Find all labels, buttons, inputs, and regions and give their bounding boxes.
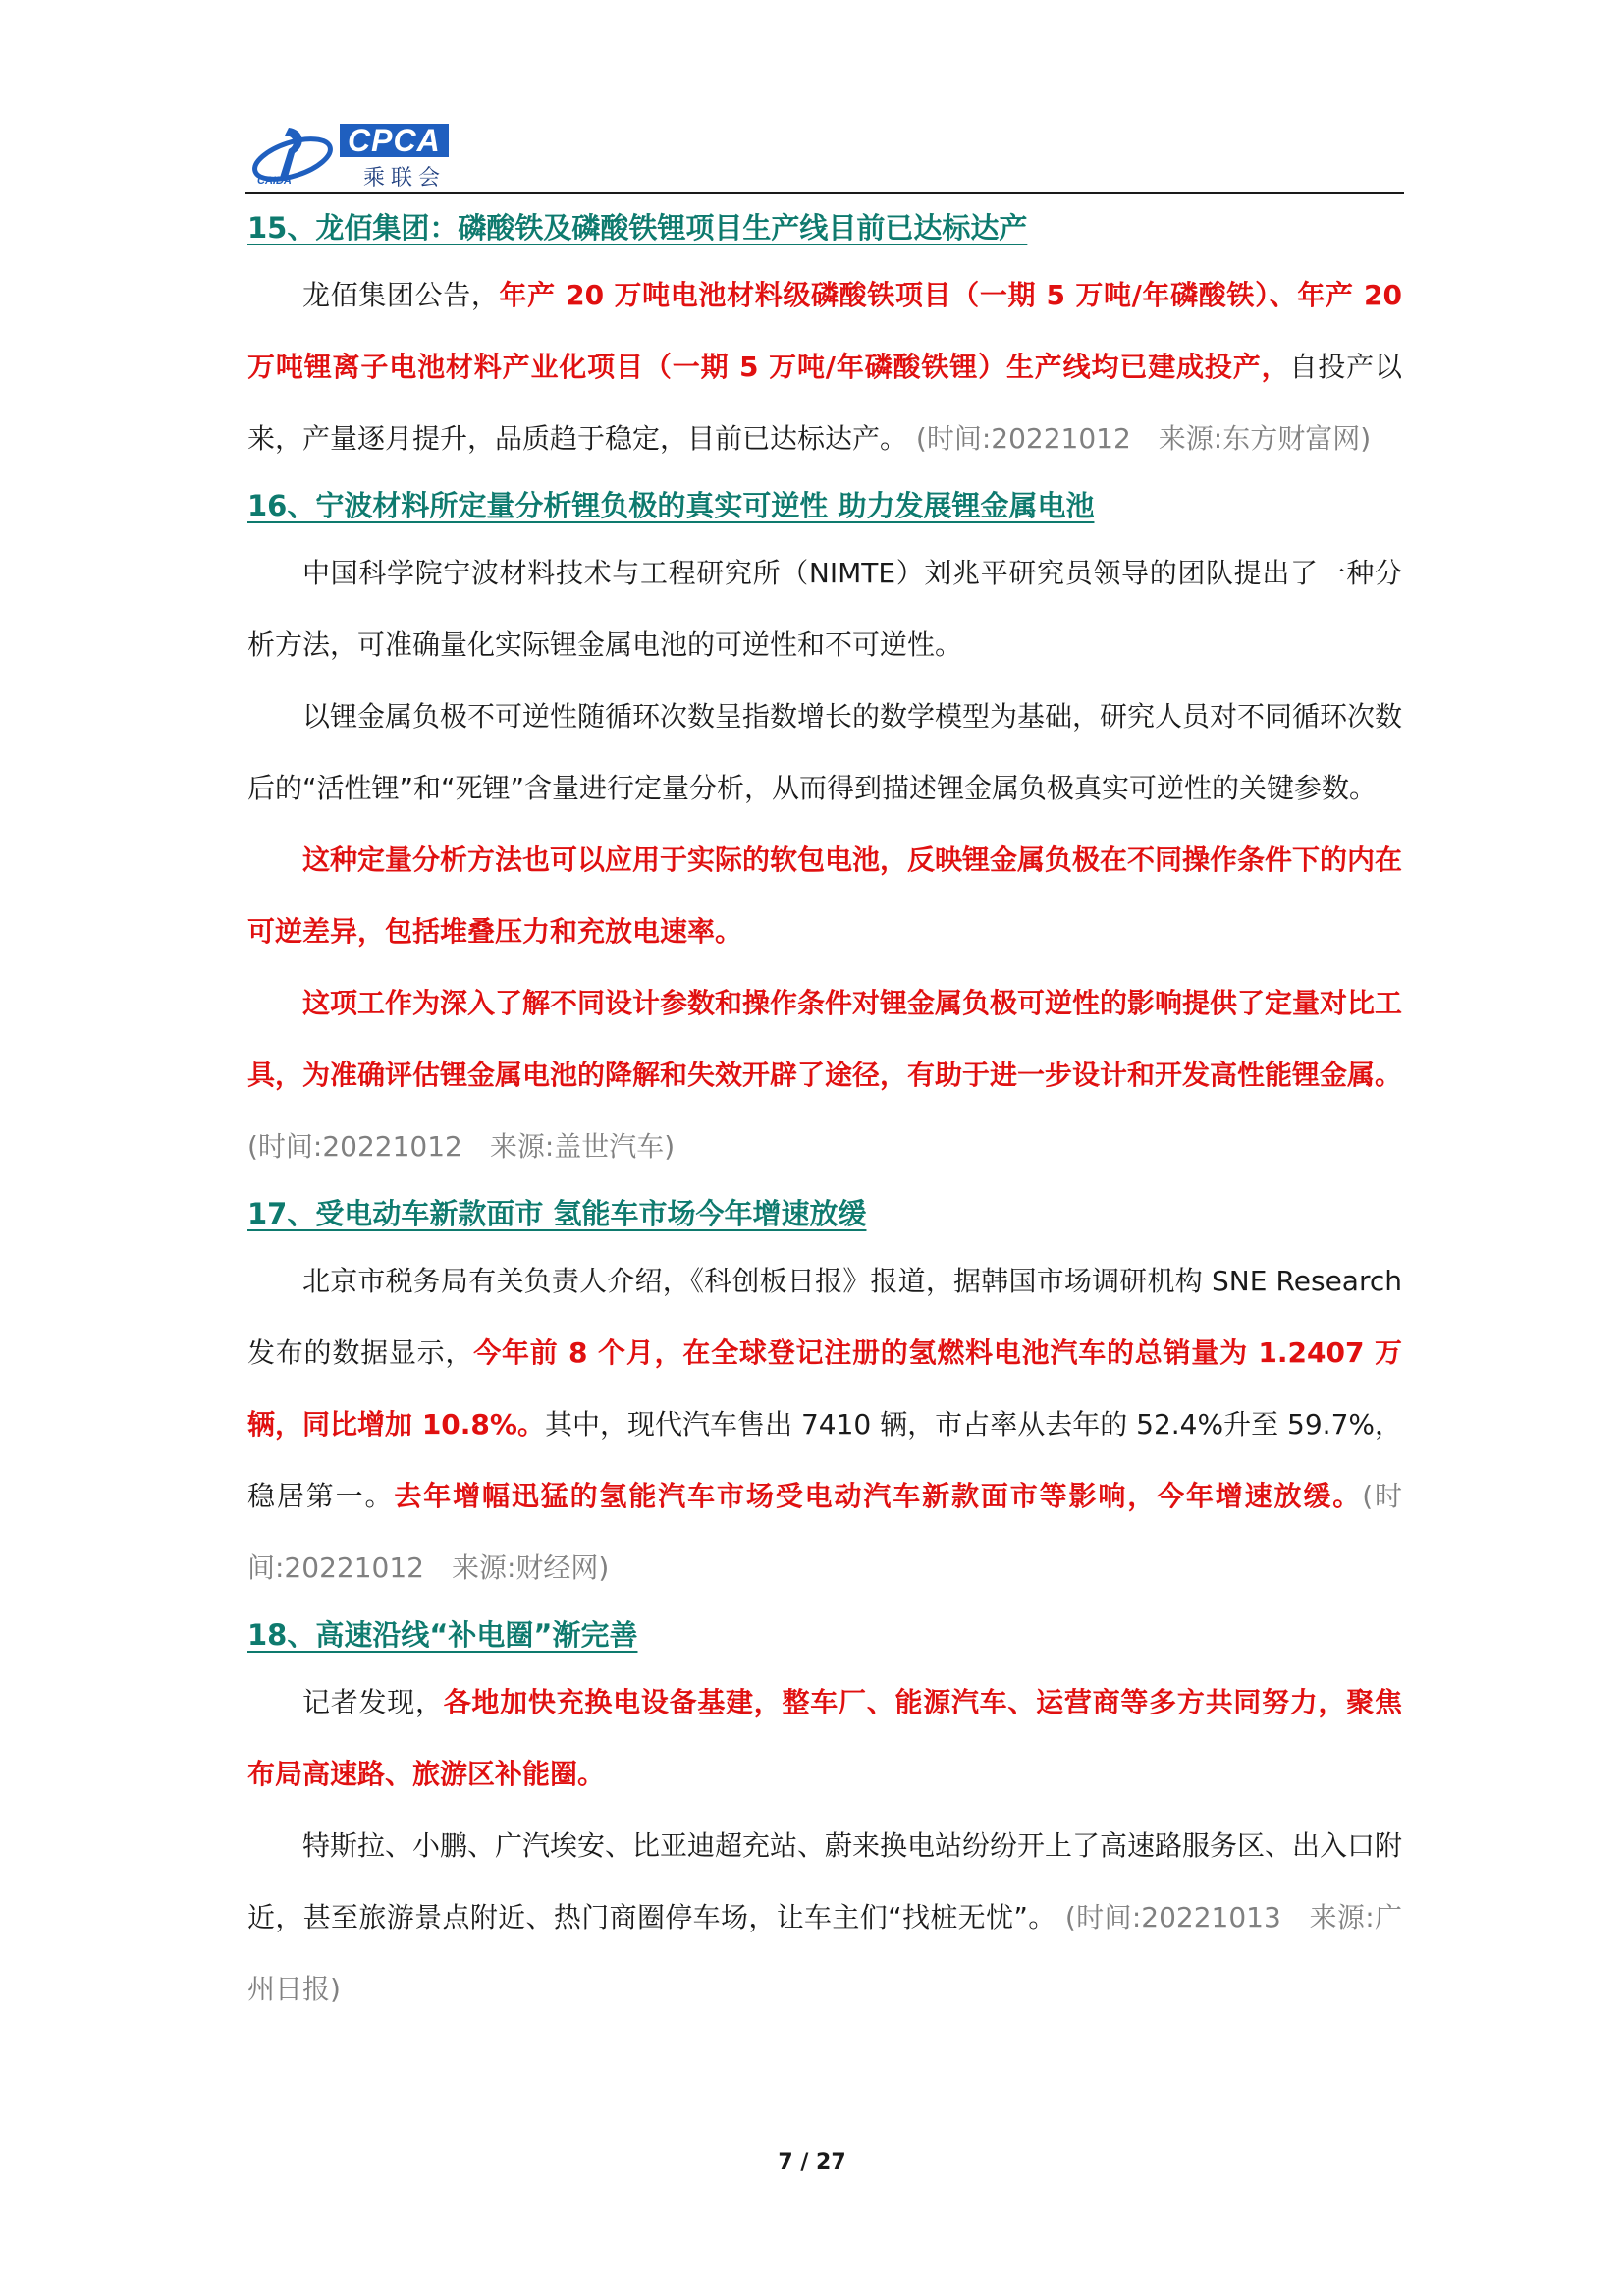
section-18-paragraph-2 [247, 1810, 1402, 2025]
text: 特斯拉、小鹏、广汽埃安、比亚迪超充站、蔚来换电站纷纷开上了高速路服务区、出入口附近，甚至旅游景点附近、热门商圈停车场，让车主们“找桩无忧”。 [247, 1829, 1403, 1933]
source-note: (时间:20221012 来源:东方财富网) [915, 422, 1372, 455]
section-16-paragraph-4 [247, 967, 1402, 1182]
logo-small-text: CAIDA [257, 175, 292, 187]
section-16-title: 16、宁波材料所定量分析锂负极的真实可逆性 助力发展锂金属电池 [247, 489, 1095, 522]
text: 自投产以来，产量逐月提升，品质趋于稳定，目前已达标达产。 [247, 351, 1402, 455]
section-15-paragraph [247, 259, 1402, 474]
logo-text: CPCA [340, 124, 449, 157]
source-note: (时间:20221013 来源:广州日报) [247, 1901, 1403, 2005]
cpca-logo [245, 110, 481, 192]
section-15-title: 15、龙佰集团：磷酸铁及磷酸铁锂项目生产线目前已达标达产 [247, 211, 1028, 245]
document-body [247, 196, 1402, 2025]
section-17-title: 17、受电动车新款面市 氢能车市场今年增速放缓 [247, 1197, 867, 1230]
section-18-paragraph-1 [247, 1666, 1402, 1810]
section-16-paragraph-3: 这种定量分析方法也可以应用于实际的软包电池，反映锂金属负极在不同操作条件下的内在可逆差异，包括堆叠压力和充放电速率。 [247, 843, 1403, 948]
text: 北京市税务局有关负责人介绍，《科创板日报》报道，据韩国市场调研机构 SNE Research 发布的数据显示， [247, 1265, 1402, 1369]
section-16-paragraph-2: 以锂金属负极不可逆性随循环次数呈指数增长的数学模型为基础，研究人员对不同循环次数后的“活性锂”和“死锂”含量进行定量分析，从而得到描述锂金属负极真实可逆性的关键参数。 [247, 700, 1403, 804]
highlight-text: 去年增幅迅猛的氢能汽车市场受电动汽车新款面市等影响，今年增速放缓。 [394, 1480, 1363, 1512]
highlight-text: 各地加快充换电设备基建，整车厂、能源汽车、运营商等多方共同努力，聚焦布局高速路、旅游区补能圈。 [247, 1686, 1402, 1790]
page-number: 7 / 27 [778, 2150, 846, 2175]
text: 龙佰集团公告， [302, 279, 500, 311]
source-note: (时间:20221012 来源:盖世汽车) [247, 1130, 676, 1163]
section-16-paragraph-1: 中国科学院宁波材料技术与工程研究所（NIMTE）刘兆平研究员领导的团队提出了一种分析方法，可准确量化实际锂金属电池的可逆性和不可逆性。 [247, 557, 1402, 661]
section-18-title: 18、高速沿线“补电圈”渐完善 [247, 1618, 638, 1652]
logo-chinese-name: 乘联会 [363, 166, 447, 190]
text: 其中，现代汽车售出 7410 辆，市占率从去年的 52.4%升至 59.7%，稳居第一。 [247, 1408, 1403, 1512]
page-header [245, 110, 1404, 192]
highlight-text: 今年前 8 个月，在全球登记注册的氢燃料电池汽车的总销量为 1.2407 万辆，同比增加 10.8%。 [247, 1336, 1402, 1441]
text: 记者发现， [302, 1686, 444, 1718]
highlight-text: 年产 20 万吨电池材料级磷酸铁项目（一期 5 万吨/年磷酸铁）、年产 20 万吨锂离子电池材料产业化项目（一期 5 万吨/年磷酸铁锂）生产线均已建成投产， [247, 279, 1402, 383]
source-note: (时间:20221012 来源:财经网) [247, 1480, 1402, 1584]
highlight-text: 这项工作为深入了解不同设计参数和操作条件对锂金属负极可逆性的影响提供了定量对比工具，为准确评估锂金属电池的降解和失效开辟了途径，有助于进一步设计和开发高性能锂金属。 [247, 987, 1403, 1091]
header-divider [245, 192, 1404, 194]
section-17-paragraph [247, 1245, 1402, 1604]
